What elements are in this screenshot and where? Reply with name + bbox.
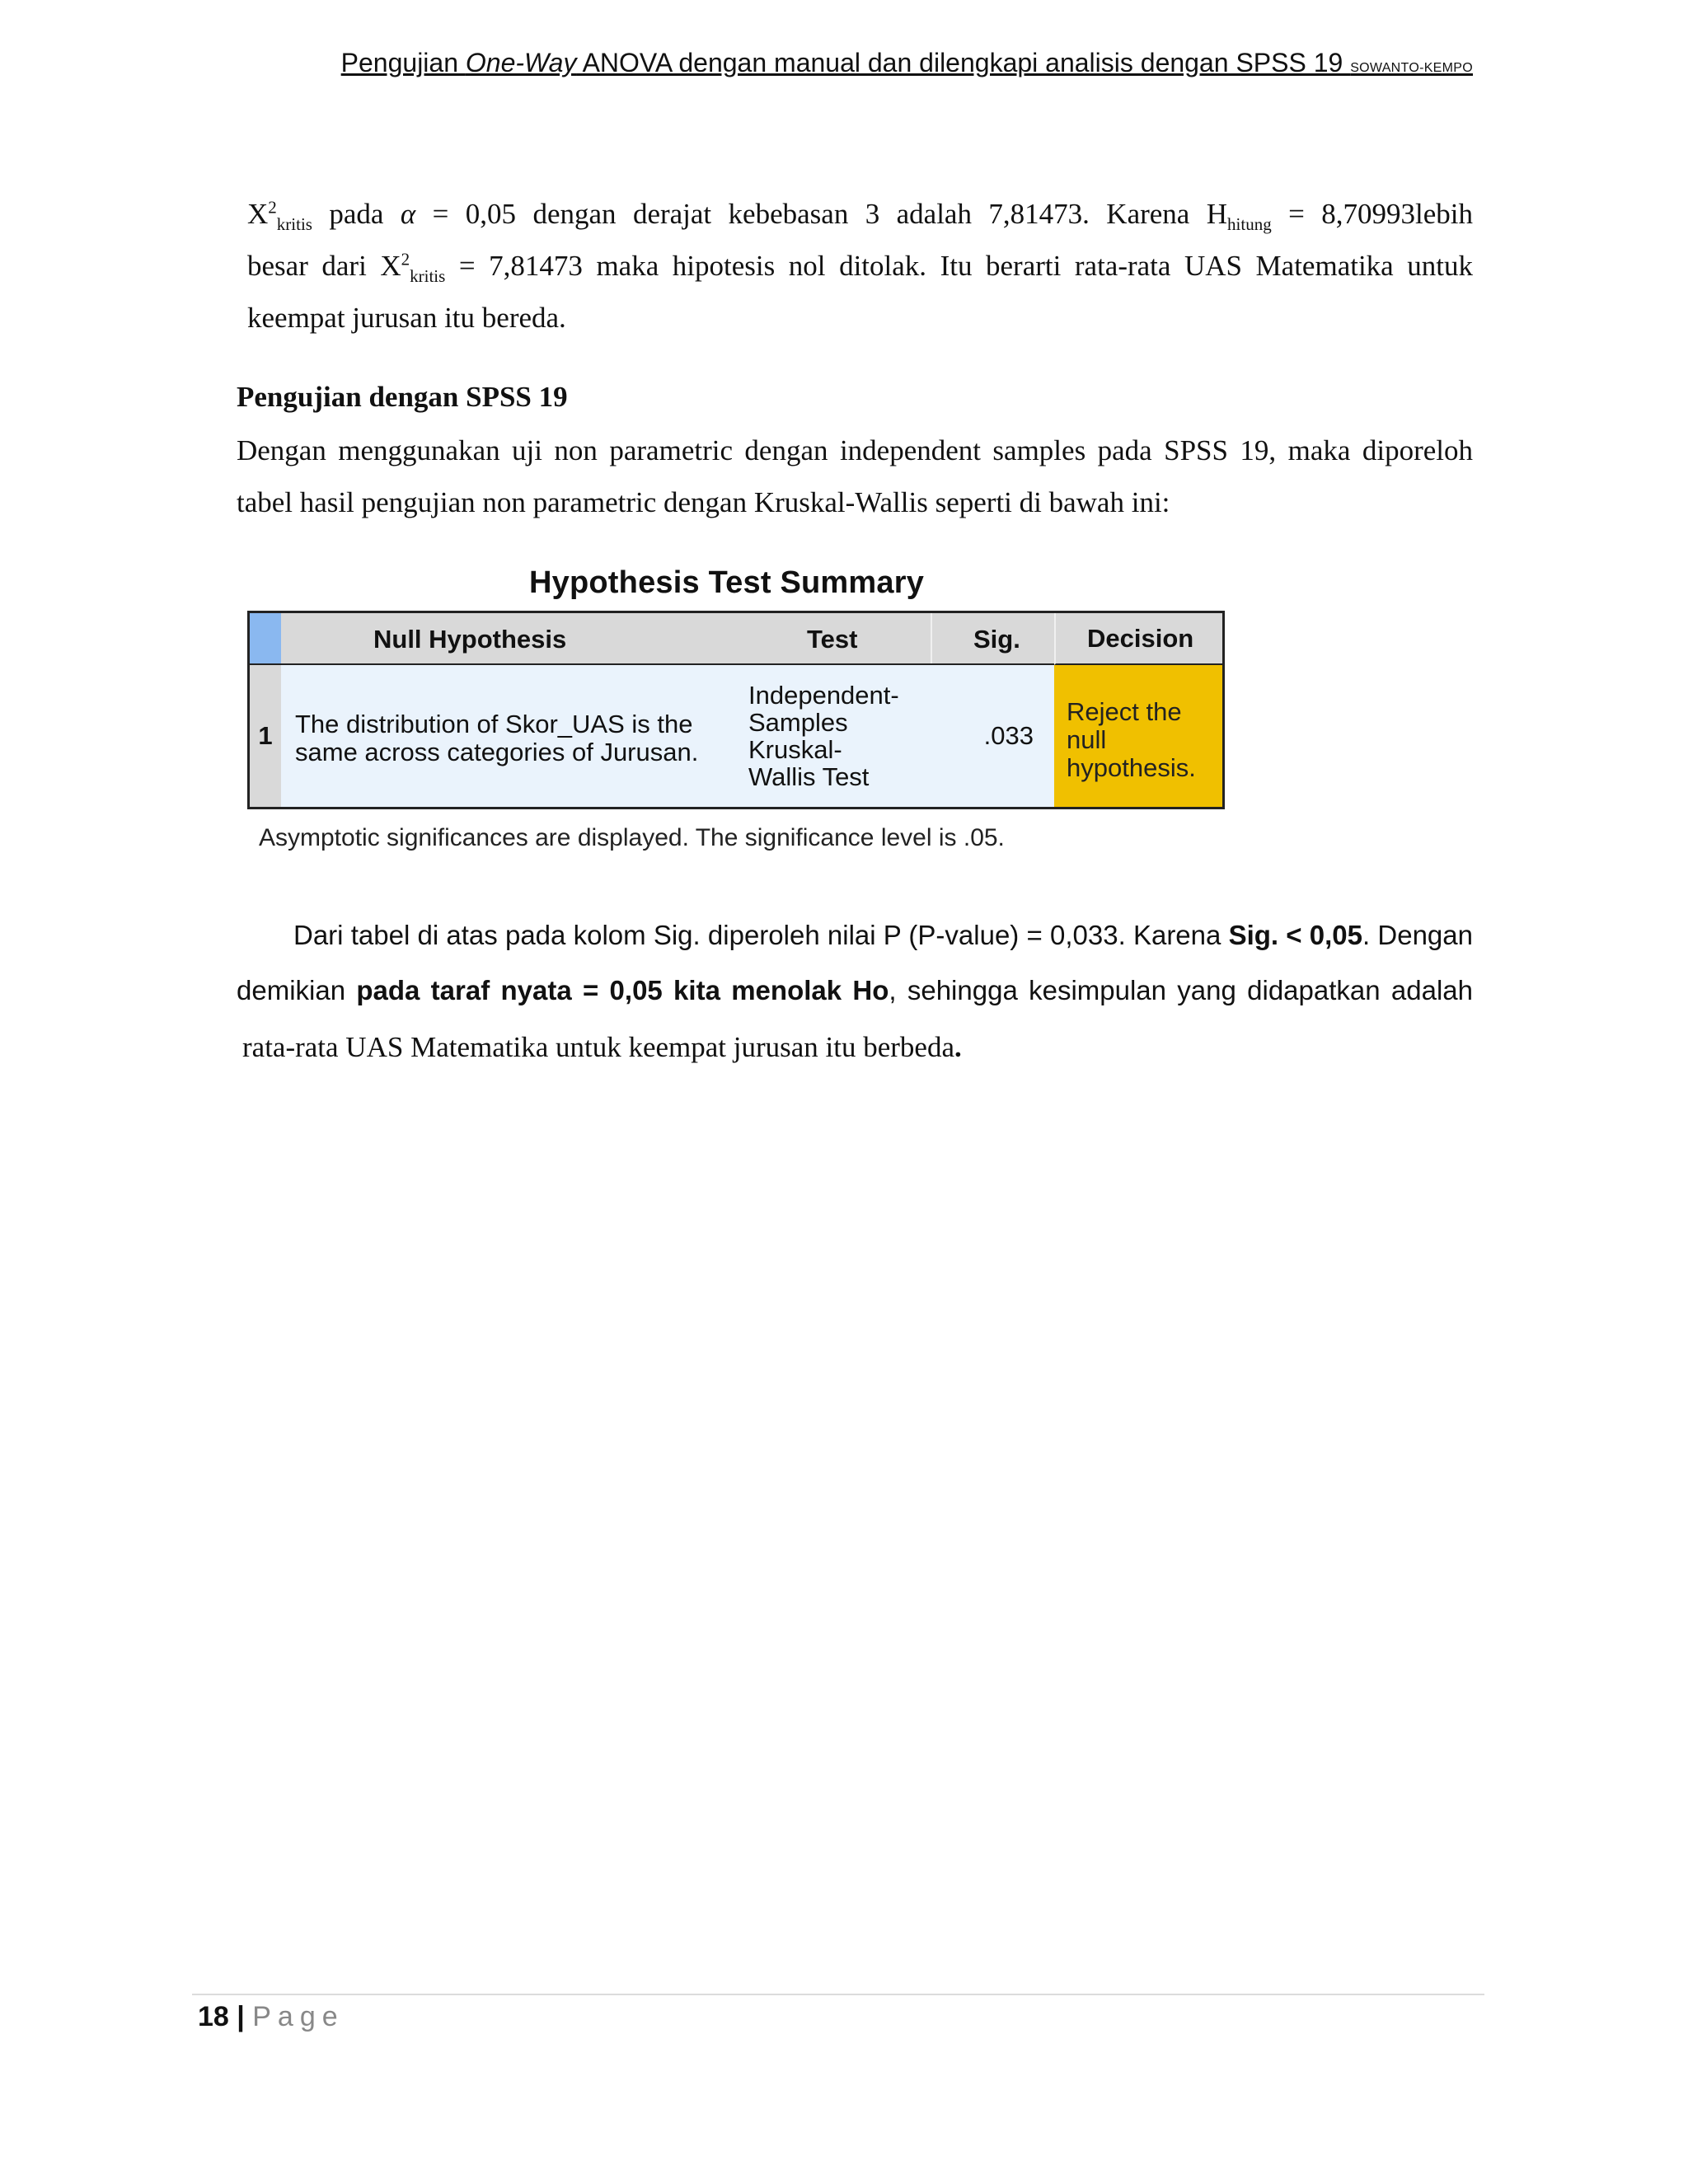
row-number: 1 [250,665,281,807]
para2-line1 [293,920,1473,951]
para1-l2-text-1: besar dari X [247,250,401,282]
para1-line1 [247,197,1473,234]
header-italic: One-Way [465,48,577,77]
para2-l3-period: . [954,1031,962,1063]
para2-l2-text: demikian [237,975,357,1005]
footer-rule [192,1994,1484,1995]
para2-l2-bold: pada taraf nyata = 0,05 kita menolak Ho [356,975,889,1005]
para1-text-1: pada [312,198,401,230]
h-sub: hitung [1227,214,1272,234]
running-header [326,48,1473,78]
para1-text-2: = 0,05 dengan derajat kebebasan 3 adalah 7,81473. Karena H [415,198,1228,230]
test-line4: Wallis Test [748,762,870,791]
page-word: Page [252,2001,345,2032]
para2-l1-bold: Sig. < 0,05 [1228,920,1363,950]
header-decision-label: Decision [1054,613,1222,665]
para2-line2 [237,975,1473,1006]
test-line3: Kruskal- [748,735,842,764]
chi-sub-2: kritis [410,266,446,286]
table-title: Hypothesis Test Summary [529,565,925,600]
para1-l2-text-2: = 7,81473 maka hipotesis nol ditolak. Itu berarti rata-rata UAS Matematika untuk [445,250,1473,282]
para1-line2 [247,249,1473,286]
test-line2: Samples [748,708,848,737]
header-prefix: Pengujian [340,48,466,77]
row-decision [1054,665,1222,807]
para2-l2-end: , sehingga kesimpulan yang didapatkan adalah [889,975,1474,1005]
chi-sup: 2 [268,197,277,218]
para2-line3 [242,1031,962,1064]
decision-line2: null [1067,725,1107,754]
chi-x: X [247,198,269,230]
test-line1: Independent- [748,681,899,710]
decision-line3: hypothesis. [1067,753,1196,782]
page-footer [198,2001,345,2033]
row-test [748,682,899,790]
header-test-label: Test [807,624,858,654]
header-author: SOWANTO-KEMPO [1350,61,1473,75]
header-sig-label: Sig. [931,613,1054,665]
hypothesis-line2: same across categories of Jurusan. [295,738,699,766]
row-sig: .033 [983,721,1034,750]
table-footnote: Asymptotic significances are displayed. The significance level is .05. [259,824,1005,851]
chi-sup-2: 2 [401,249,410,269]
header-rest: ANOVA dengan manual dan dilengkapi analisis dengan SPSS 19 [576,48,1351,77]
row-hypothesis [295,710,698,766]
para1-line3: keempat jurusan itu bereda. [247,302,566,334]
header-null-hypothesis-label: Null Hypothesis [373,624,567,654]
chi-sub: kritis [276,214,312,234]
para1-text-3: = 8,70993lebih [1271,198,1473,230]
section-heading: Pengujian dengan SPSS 19 [237,381,568,413]
para2-l1-end: . Dengan [1362,920,1473,950]
alpha-symbol: α [400,198,416,230]
header-corner-cell [250,613,281,665]
intro-line2: tabel hasil pengujian non parametric dengan Kruskal-Wallis seperti di bawah ini: [237,486,1170,518]
para2-l1-text: Dari tabel di atas pada kolom Sig. diperoleh nilai P (P-value) = 0,033. Karena [293,920,1229,950]
intro-line1: Dengan menggunakan uji non parametric dengan independent samples pada SPSS 19, maka diporeloh [237,434,1473,466]
page-number: 18 [198,2001,229,2032]
para2-l3-text: rata-rata UAS Matematika untuk keempat jurusan itu berbeda [242,1031,954,1063]
hypothesis-test-summary-table [247,611,1225,809]
hypothesis-line1: The distribution of Skor_UAS is the [295,710,693,738]
footer-separator: | [228,2001,253,2032]
decision-line1: Reject the [1067,697,1182,726]
